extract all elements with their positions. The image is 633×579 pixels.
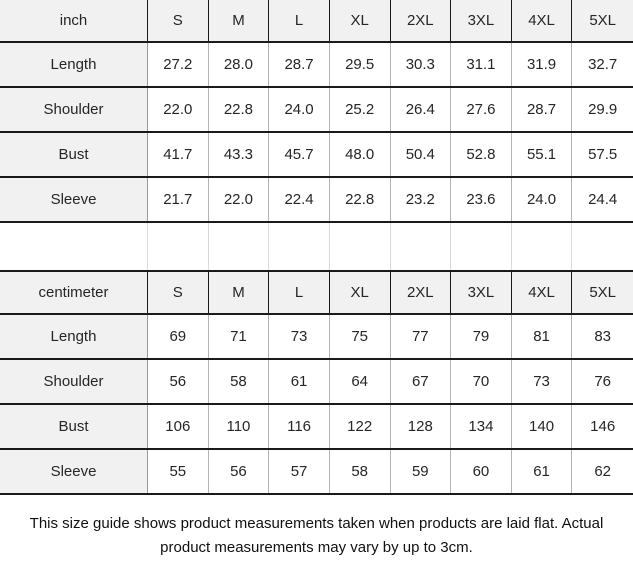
value-cell: 62: [594, 463, 612, 480]
size-header-cell: M: [209, 272, 270, 313]
value-cell: 45.7: [269, 133, 330, 176]
value-cell: 41.7: [148, 133, 209, 176]
footer-note-area: [0, 495, 633, 577]
size-header-cell: 3XL: [451, 0, 512, 41]
value-cell: 55.1: [512, 133, 573, 176]
value-cell: 73: [512, 360, 573, 403]
spacer-cell: [209, 223, 270, 270]
spacer-row: [0, 223, 633, 272]
value-cell: 61: [512, 450, 573, 493]
value-cell: 22.8: [330, 178, 391, 221]
value-cell: 22.0: [209, 178, 270, 221]
value-cell: 56: [148, 360, 209, 403]
header-row: [0, 272, 633, 315]
size-header-cell: 4XL: [512, 272, 573, 313]
value-cell: 61: [269, 360, 330, 403]
value-cell: 22.4: [269, 178, 330, 221]
spacer-cell: [330, 223, 391, 270]
value-cell: 128: [391, 405, 452, 448]
value-cell: 31.1: [451, 43, 512, 86]
value-cell: 24.0: [269, 88, 330, 131]
spacer-cell: [391, 223, 452, 270]
value-cell: 81: [512, 315, 573, 358]
row-label-cell: Sleeve: [0, 450, 148, 493]
size-header-cell: 2XL: [391, 272, 452, 313]
value-cell: 134: [451, 405, 512, 448]
header-row: [0, 0, 633, 43]
value-cell: 27.2: [148, 43, 209, 86]
value-cell: 75: [330, 315, 391, 358]
value-cell: 73: [269, 315, 330, 358]
row-label-cell: Shoulder: [0, 88, 148, 131]
value-cell: 28.0: [209, 43, 270, 86]
value-cell: 60: [451, 450, 512, 493]
value-cell: 70: [451, 360, 512, 403]
spacer-cell: [269, 223, 330, 270]
size-header-cell: XL: [330, 272, 391, 313]
measurement-row: [0, 178, 633, 223]
size-table-inch: [0, 0, 633, 223]
row-label-cell: Bust: [0, 133, 148, 176]
size-header-cell: XL: [330, 0, 391, 41]
value-cell: 25.2: [330, 88, 391, 131]
size-header-cell: M: [209, 0, 270, 41]
value-cell: 52.8: [451, 133, 512, 176]
value-cell: 31.9: [512, 43, 573, 86]
value-cell: 116: [269, 405, 330, 448]
value-cell: 146: [590, 418, 616, 435]
size-header-cell: 4XL: [512, 0, 573, 41]
size-header-cell: 2XL: [391, 0, 452, 41]
measurement-row: [0, 88, 633, 133]
value-cell: 77: [391, 315, 452, 358]
value-cell: 64: [330, 360, 391, 403]
value-cell: 106: [148, 405, 209, 448]
row-label-cell: Length: [0, 315, 148, 358]
value-cell: 58: [330, 450, 391, 493]
value-cell: 22.0: [148, 88, 209, 131]
value-cell: 76: [594, 373, 612, 390]
spacer-cell: [148, 223, 209, 270]
row-label-cell: Length: [0, 43, 148, 86]
value-cell: 24.0: [512, 178, 573, 221]
value-cell: 57: [269, 450, 330, 493]
value-cell: 26.4: [391, 88, 452, 131]
measurement-row: [0, 360, 633, 405]
size-header-cell: 3XL: [451, 272, 512, 313]
measurement-row: [0, 405, 633, 450]
spacer-cell: [0, 223, 148, 270]
value-cell: 110: [209, 405, 270, 448]
value-cell: 140: [512, 405, 573, 448]
unit-label-cell: centimeter: [0, 272, 148, 313]
measurement-row: [0, 450, 633, 495]
spacer-cell: [512, 223, 573, 270]
size-header-cell: L: [269, 272, 330, 313]
value-cell: 59: [391, 450, 452, 493]
value-cell: 21.7: [148, 178, 209, 221]
value-cell: 48.0: [330, 133, 391, 176]
row-label-cell: Shoulder: [0, 360, 148, 403]
value-cell: 27.6: [451, 88, 512, 131]
row-label-cell: Bust: [0, 405, 148, 448]
value-cell: 29.5: [330, 43, 391, 86]
value-cell: 69: [148, 315, 209, 358]
value-cell: 30.3: [391, 43, 452, 86]
value-cell: 83: [594, 328, 612, 345]
value-cell: 57.5: [588, 146, 618, 163]
value-cell: 55: [148, 450, 209, 493]
value-cell: 23.6: [451, 178, 512, 221]
value-cell: 32.7: [588, 56, 618, 73]
value-cell: 28.7: [512, 88, 573, 131]
measurement-disclaimer: This size guide shows product measurements taken when products are laid flat. Actual product measurements may vary by up to 3cm.: [29, 515, 604, 556]
value-cell: 67: [391, 360, 452, 403]
size-header-cell: 5XL: [572, 272, 633, 313]
spacer-cell: [572, 223, 633, 270]
measurement-row: [0, 133, 633, 178]
value-cell: 58: [209, 360, 270, 403]
row-label-cell: Sleeve: [0, 178, 148, 221]
value-cell: 71: [209, 315, 270, 358]
measurement-row: [0, 43, 633, 88]
unit-label-cell: inch: [0, 0, 148, 41]
value-cell: 28.7: [269, 43, 330, 86]
size-header-cell: 5XL: [572, 0, 633, 41]
size-header-cell: S: [148, 272, 209, 313]
size-header-cell: S: [148, 0, 209, 41]
spacer-cell: [451, 223, 512, 270]
value-cell: 22.8: [209, 88, 270, 131]
value-cell: 24.4: [588, 191, 618, 208]
size-table-centimeter: [0, 272, 633, 495]
value-cell: 50.4: [391, 133, 452, 176]
value-cell: 122: [330, 405, 391, 448]
value-cell: 29.9: [588, 101, 618, 118]
size-header-cell: L: [269, 0, 330, 41]
value-cell: 43.3: [209, 133, 270, 176]
value-cell: 79: [451, 315, 512, 358]
measurement-row: [0, 315, 633, 360]
value-cell: 56: [209, 450, 270, 493]
value-cell: 23.2: [391, 178, 452, 221]
